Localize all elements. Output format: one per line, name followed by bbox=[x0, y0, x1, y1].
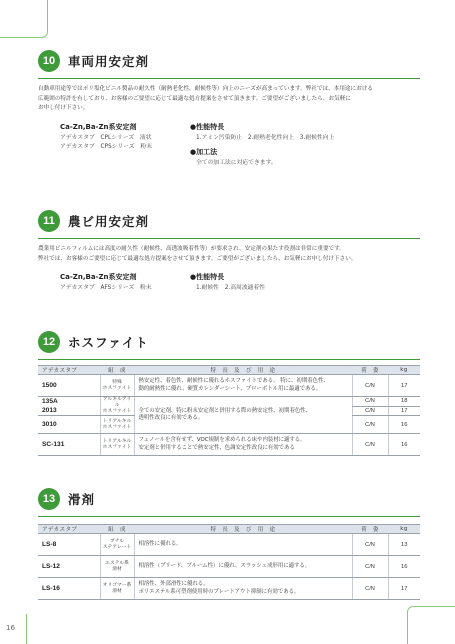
weight-kg: 17 bbox=[388, 406, 420, 416]
product-summary bbox=[38, 122, 420, 168]
series-line: アデカスタブ CPSシリーズ 粉末 bbox=[60, 143, 152, 150]
intro-line: 農業用ビニルフィルムには高度の耐久性（耐候性、高透波吸着性等）が要求され、安定剤の果たす役割は非常に重要です。 bbox=[38, 246, 345, 252]
product-name: LS-12 bbox=[38, 556, 100, 578]
product-features bbox=[190, 272, 420, 293]
section-number-badge: 13 bbox=[38, 488, 60, 510]
table-row bbox=[38, 434, 420, 456]
packaging: C/N bbox=[352, 397, 388, 407]
table-row bbox=[38, 578, 420, 600]
lubricant-table bbox=[38, 524, 420, 600]
section-intro bbox=[38, 85, 420, 114]
table-row bbox=[38, 556, 420, 578]
col-header-product: アデカスタブ bbox=[38, 525, 100, 534]
product-name: 2013 bbox=[38, 406, 100, 416]
col-header-product: アデカスタブ bbox=[38, 366, 100, 375]
product-name: 1500 bbox=[38, 375, 100, 397]
weight-kg: 16 bbox=[388, 434, 420, 456]
features bbox=[134, 556, 352, 578]
weight-kg: 17 bbox=[388, 578, 420, 600]
weight-kg: 16 bbox=[388, 416, 420, 434]
composition-line: トリアルキル bbox=[102, 418, 132, 424]
section-rule bbox=[38, 516, 420, 517]
section-vehicle-stabilizers bbox=[38, 50, 420, 168]
composition-line: ホスファイト bbox=[102, 444, 132, 450]
composition-line: ホスファイト bbox=[102, 409, 132, 414]
col-header-composition: 組 成 bbox=[100, 525, 134, 534]
composition bbox=[100, 434, 134, 456]
features-line: 1.耐候性 2.高周波適着性 bbox=[196, 285, 266, 292]
features bbox=[134, 434, 352, 456]
packaging: C/N bbox=[352, 434, 388, 456]
table-row bbox=[38, 397, 420, 407]
product-name: 135A bbox=[42, 398, 58, 405]
product-summary bbox=[38, 272, 420, 293]
section-phosphites bbox=[38, 331, 420, 360]
table-row bbox=[38, 375, 420, 397]
processing-line: 全ての加工法に対応できます。 bbox=[196, 159, 277, 166]
product-series bbox=[60, 122, 190, 168]
packaging: C/N bbox=[352, 578, 388, 600]
processing-heading: ●加工法 bbox=[190, 147, 218, 156]
composition bbox=[100, 375, 134, 397]
section-title: 車両用安定剤 bbox=[68, 54, 150, 69]
feature-line: フェノールを含有せず、VOC規制を求められる床や内装材に適する。 bbox=[138, 437, 306, 444]
section-title: 滑剤 bbox=[68, 492, 96, 507]
composition bbox=[100, 534, 134, 556]
intro-line: 自動車用途等ではポリ塩化ビニル製品の耐久性（耐熱老化性、耐候性等）向上のニーズが高まっています。弊社では、本用途における bbox=[38, 86, 373, 92]
feature-line: 相溶性に優れる。 bbox=[138, 540, 182, 547]
features bbox=[134, 578, 352, 600]
section-intro bbox=[38, 245, 420, 264]
product-name: SC-131 bbox=[38, 434, 100, 456]
phosphite-table bbox=[38, 365, 420, 456]
composition bbox=[100, 416, 134, 434]
features-heading: ●性能特長 bbox=[190, 273, 225, 282]
composition bbox=[100, 397, 134, 416]
section-title: ホスファイト bbox=[68, 335, 149, 350]
intro-line: 弊社では、お客様のご要望に応じて最適な処方提案をさせて頂きます。ご要望がございましたら、お気軽にお申し付け下さい。 bbox=[38, 255, 357, 262]
section-number-badge: 10 bbox=[38, 50, 60, 72]
section-title: 農ビ用安定剤 bbox=[68, 214, 150, 229]
table-header-row bbox=[38, 525, 420, 534]
weight-kg: 18 bbox=[388, 397, 420, 407]
feature-line: 動的耐熱性に優れ、硬質カレンダーシート、ブローボトル用に最適である。 bbox=[138, 385, 322, 392]
packaging: C/N bbox=[352, 534, 388, 556]
col-header-kg: kg bbox=[388, 366, 420, 375]
features bbox=[134, 397, 352, 434]
composition-line: ステアレート bbox=[102, 544, 132, 550]
section-header bbox=[38, 50, 420, 72]
composition-line: エステル系 bbox=[105, 560, 129, 566]
composition-line: トリアルキル bbox=[102, 438, 132, 444]
section-header bbox=[38, 331, 420, 353]
footer-line bbox=[26, 614, 27, 644]
product-name: 3010 bbox=[38, 416, 100, 434]
page-number: 16 bbox=[6, 624, 15, 632]
composition-line: ブチル bbox=[109, 538, 125, 544]
feature-line: 安定剤と併用することで熱安定性、色調安定性改良に有効である bbox=[138, 444, 295, 451]
packaging: C/N bbox=[352, 375, 388, 397]
composition bbox=[100, 578, 134, 600]
product-series bbox=[60, 272, 190, 293]
feature-line: 熱安定性、着色性、耐候性に優れるホスファイトである。 特に、初期着色性、 bbox=[138, 378, 329, 385]
composition-line: ホスファイト bbox=[102, 385, 132, 391]
weight-kg: 17 bbox=[388, 375, 420, 397]
product-name: LS-16 bbox=[38, 578, 100, 600]
packaging: C/N bbox=[352, 406, 388, 416]
product-features bbox=[190, 122, 420, 168]
section-agri-film-stabilizers bbox=[38, 210, 420, 293]
features-line: 1.アミン汚染防止 2.耐熱老化性向上 3.耐候性向上 bbox=[196, 134, 335, 141]
series-line: アデカスタブ AFSシリーズ 粉末 bbox=[60, 285, 152, 292]
col-header-features: 特 長 及 び 用 途 bbox=[134, 366, 352, 375]
feature-line: ポリエステル系可塑剤使用時のプレートアウト抑制に有効である。 bbox=[138, 588, 300, 595]
table-row bbox=[38, 534, 420, 556]
col-header-features: 特 長 及 び 用 途 bbox=[134, 525, 352, 534]
feature-line: 全ての安定剤、特に粉末安定剤と併用する際の熱安定性、初期着色性、 bbox=[138, 407, 312, 414]
composition bbox=[100, 556, 134, 578]
series-line: アデカスタブ CPLシリーズ 液状 bbox=[60, 134, 152, 141]
packaging: C/N bbox=[352, 556, 388, 578]
col-header-composition: 組 成 bbox=[100, 366, 134, 375]
col-header-packaging: 荷 姿 bbox=[352, 366, 388, 375]
col-header-kg: kg bbox=[388, 525, 420, 534]
section-rule bbox=[38, 359, 420, 360]
corner-decoration-top bbox=[0, 0, 48, 38]
table-header-row bbox=[38, 366, 420, 375]
features bbox=[134, 375, 352, 397]
section-rule bbox=[38, 78, 420, 79]
composition-line: 滑材 bbox=[112, 588, 122, 594]
composition-line: アルキルアリル bbox=[102, 397, 132, 408]
product-name: LS-8 bbox=[38, 534, 100, 556]
composition-line: 特殊 bbox=[112, 379, 122, 385]
col-header-packaging: 荷 姿 bbox=[352, 525, 388, 534]
feature-line: 相溶性（ブリード、ブルーム性）に優れ、スラッシュ成形用に適する。 bbox=[138, 562, 311, 569]
section-number-badge: 11 bbox=[38, 210, 60, 232]
section-lubricants bbox=[38, 488, 420, 517]
weight-kg: 16 bbox=[388, 556, 420, 578]
features-heading: ●性能特長 bbox=[190, 122, 225, 131]
series-heading: Ca-Zn,Ba-Zn系安定剤 bbox=[60, 273, 137, 282]
intro-line: 広範囲の特許を有しており、お客様のご要望に応じて最適な処方提案をさせて頂きます。ご要望がございましたら、お気軽に bbox=[38, 95, 351, 102]
packaging: C/N bbox=[352, 416, 388, 434]
features bbox=[134, 534, 352, 556]
section-number-badge: 12 bbox=[38, 331, 60, 353]
section-header bbox=[38, 210, 420, 232]
corner-decoration-bottom bbox=[407, 606, 455, 644]
composition-line: 滑材 bbox=[112, 566, 122, 572]
series-heading: Ca-Zn,Ba-Zn系安定剤 bbox=[60, 122, 137, 131]
intro-line: お申し付け下さい。 bbox=[38, 105, 89, 112]
composition-line: ホスファイト bbox=[102, 424, 132, 430]
feature-line: 透明性改良に有効である。 bbox=[138, 415, 204, 421]
weight-kg: 13 bbox=[388, 534, 420, 556]
composition-line: オリゴマー系 bbox=[102, 582, 132, 588]
section-rule bbox=[38, 238, 420, 239]
feature-line: 相溶性、外部滑性に優れる。 bbox=[138, 581, 209, 588]
section-header bbox=[38, 488, 420, 510]
